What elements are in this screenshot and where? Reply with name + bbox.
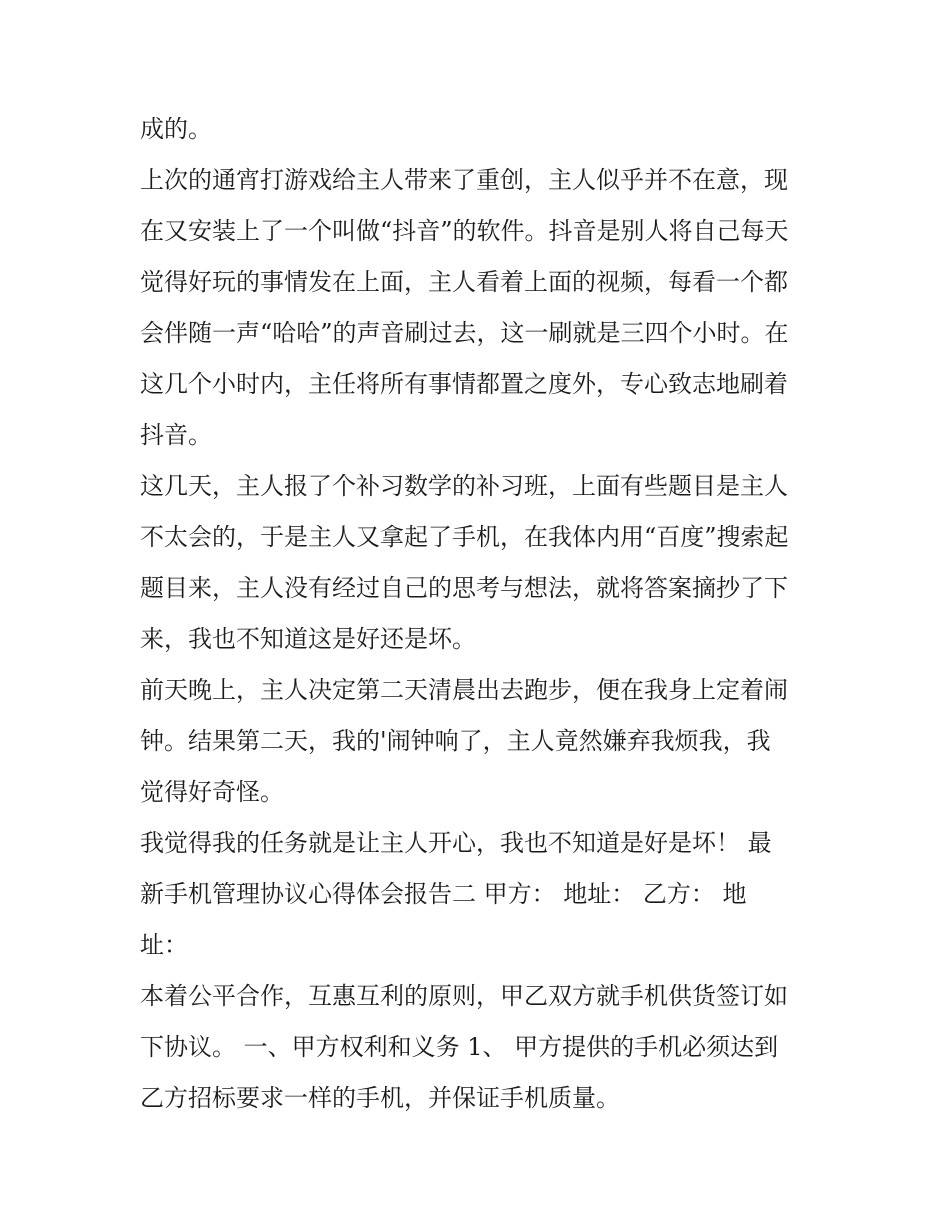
text-line: 抖音。 [140, 421, 212, 449]
document-body [140, 104, 820, 1124]
text-line: 我觉得我的任务就是让主人开心，我也不知道是好是坏！ 最 [140, 829, 772, 857]
text-line: 不太会的，于是主人又拿起了手机，在我体内用“百度”搜索起 [140, 523, 789, 551]
text-line: 乙方招标要求一样的手机，并保证手机质量。 [140, 1084, 620, 1112]
text-line: 会伴随一声“哈哈”的声音刷过去，这一刷就是三四个小时。在 [140, 319, 789, 347]
text-line: 题目来，主人没有经过自己的思考与想法，就将答案摘抄了下 [140, 574, 788, 602]
text-line: 上次的通宵打游戏给主人带来了重创，主人似乎并不在意，现 [140, 166, 788, 194]
text-line: 本着公平合作，互惠互利的原则，甲乙双方就手机供货签订如 [140, 982, 788, 1010]
text-line: 来，我也不知道这是好还是坏。 [140, 625, 476, 653]
text-line: 觉得好玩的事情发在上面，主人看着上面的视频，每看一个都 [140, 268, 788, 296]
text-line: 新手机管理协议心得体会报告二 甲方： 地址： 乙方： 地 [140, 880, 747, 908]
text-line: 下协议。 一、甲方权利和义务 1、 甲方提供的手机必须达到 [140, 1033, 779, 1061]
text-line: 这几个小时内，主任将所有事情都置之度外，专心致志地刷着 [140, 370, 788, 398]
text-line: 在又安装上了一个叫做“抖音”的软件。抖音是别人将自己每天 [140, 217, 789, 245]
text-line: 钟。结果第二天，我的'闹钟响了，主人竟然嫌弃我烦我，我 [140, 727, 771, 755]
text-line: 觉得好奇怪。 [140, 778, 284, 806]
text-line: 这几天，主人报了个补习数学的补习班，上面有些题目是主人 [140, 472, 788, 500]
text-line: 前天晚上，主人决定第二天清晨出去跑步，便在我身上定着闹 [140, 676, 788, 704]
text-line: 成的。 [140, 115, 212, 143]
text-line: 址： [140, 931, 188, 959]
